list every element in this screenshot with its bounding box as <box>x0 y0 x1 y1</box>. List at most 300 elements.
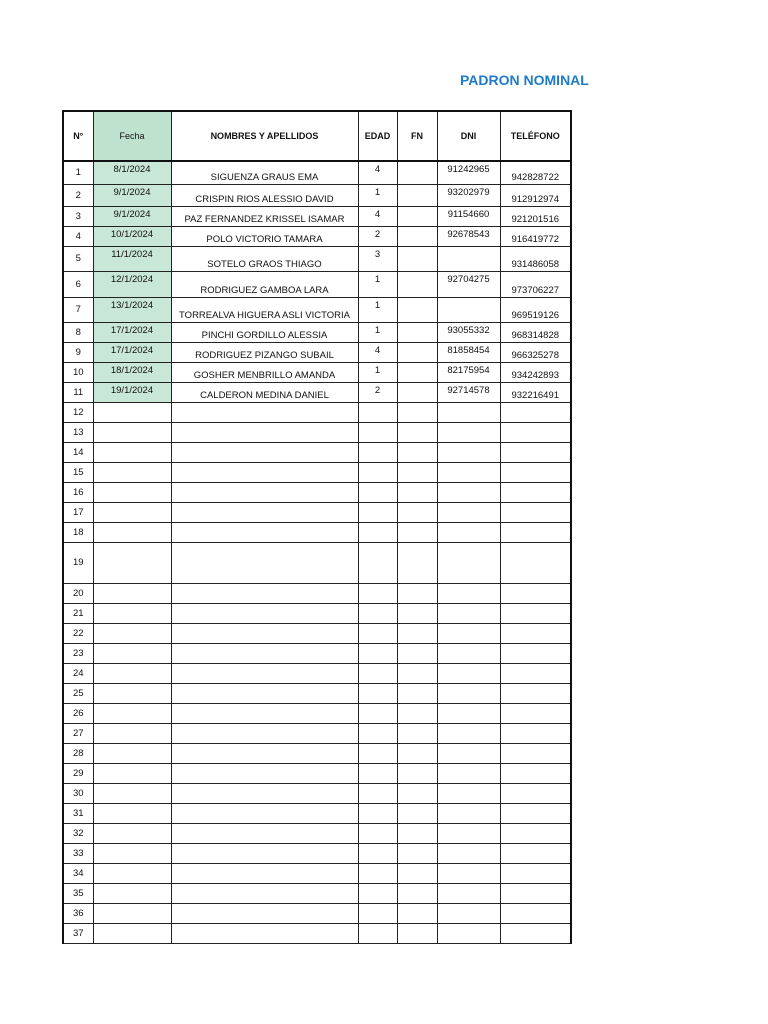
empty-cell <box>500 803 571 823</box>
empty-cell <box>358 462 397 482</box>
header-nombres: NOMBRES Y APELLIDOS <box>171 111 358 161</box>
empty-cell <box>437 402 500 422</box>
empty-cell <box>171 703 358 723</box>
cell-telefono: 942828722 <box>500 161 571 184</box>
cell-telefono: 932216491 <box>500 382 571 402</box>
empty-cell <box>358 743 397 763</box>
cell-fecha: 12/1/2024 <box>93 271 171 297</box>
cell-dni: 81858454 <box>437 342 500 362</box>
table-row <box>63 542 571 583</box>
empty-cell <box>171 903 358 923</box>
cell-n: 12 <box>63 402 93 422</box>
empty-cell <box>171 643 358 663</box>
cell-telefono: 931486058 <box>500 246 571 271</box>
empty-cell <box>93 422 171 442</box>
cell-nombre: CRISPIN RIOS ALESSIO DAVID <box>171 184 358 206</box>
cell-n: 31 <box>63 803 93 823</box>
table-row <box>63 462 571 482</box>
cell-n: 25 <box>63 683 93 703</box>
table-row <box>63 271 571 297</box>
cell-nombre: CALDERON MEDINA DANIEL <box>171 382 358 402</box>
table-row <box>63 903 571 923</box>
empty-cell <box>171 823 358 843</box>
empty-cell <box>500 623 571 643</box>
cell-edad: 1 <box>358 362 397 382</box>
header-fn: FN <box>397 111 437 161</box>
page-title: PADRON NOMINAL <box>460 72 589 88</box>
table-row <box>63 663 571 683</box>
empty-cell <box>171 402 358 422</box>
cell-telefono: 968314828 <box>500 322 571 342</box>
cell-n: 29 <box>63 763 93 783</box>
empty-cell <box>397 743 437 763</box>
cell-edad: 2 <box>358 226 397 246</box>
cell-nombre: SIGUENZA GRAUS EMA <box>171 161 358 184</box>
table-row <box>63 246 571 271</box>
table-row <box>63 843 571 863</box>
empty-cell <box>500 402 571 422</box>
empty-cell <box>397 843 437 863</box>
cell-n: 7 <box>63 297 93 322</box>
cell-nombre: POLO VICTORIO TAMARA <box>171 226 358 246</box>
table-row <box>63 297 571 322</box>
empty-cell <box>93 603 171 623</box>
cell-edad: 1 <box>358 297 397 322</box>
cell-nombre: RODRIGUEZ PIZANGO SUBAIL <box>171 342 358 362</box>
empty-cell <box>397 823 437 843</box>
empty-cell <box>397 603 437 623</box>
table-body <box>63 161 571 943</box>
cell-nombre: GOSHER MENBRILLO AMANDA <box>171 362 358 382</box>
table-row <box>63 783 571 803</box>
cell-n: 30 <box>63 783 93 803</box>
table-row <box>63 206 571 226</box>
cell-n: 28 <box>63 743 93 763</box>
empty-cell <box>171 482 358 502</box>
empty-cell <box>500 502 571 522</box>
empty-cell <box>397 803 437 823</box>
cell-n: 22 <box>63 623 93 643</box>
empty-cell <box>93 743 171 763</box>
empty-cell <box>437 903 500 923</box>
cell-n: 27 <box>63 723 93 743</box>
empty-cell <box>397 683 437 703</box>
empty-cell <box>397 442 437 462</box>
cell-n: 3 <box>63 206 93 226</box>
empty-cell <box>358 783 397 803</box>
cell-n: 11 <box>63 382 93 402</box>
empty-cell <box>358 442 397 462</box>
empty-cell <box>500 723 571 743</box>
cell-dni: 82175954 <box>437 362 500 382</box>
empty-cell <box>171 763 358 783</box>
cell-edad: 4 <box>358 342 397 362</box>
cell-dni: 92704275 <box>437 271 500 297</box>
empty-cell <box>171 803 358 823</box>
empty-cell <box>171 923 358 943</box>
header-telefono: TELÉFONO <box>500 111 571 161</box>
empty-cell <box>358 603 397 623</box>
cell-telefono: 921201516 <box>500 206 571 226</box>
cell-dni: 93202979 <box>437 184 500 206</box>
empty-cell <box>397 522 437 542</box>
table-row <box>63 422 571 442</box>
empty-cell <box>437 883 500 903</box>
empty-cell <box>171 843 358 863</box>
empty-cell <box>437 583 500 603</box>
cell-n: 33 <box>63 843 93 863</box>
table-row <box>63 482 571 502</box>
empty-cell <box>358 683 397 703</box>
empty-cell <box>93 643 171 663</box>
empty-cell <box>437 422 500 442</box>
table-row <box>63 184 571 206</box>
cell-n: 26 <box>63 703 93 723</box>
empty-cell <box>93 843 171 863</box>
cell-fn <box>397 226 437 246</box>
empty-cell <box>93 522 171 542</box>
cell-n: 24 <box>63 663 93 683</box>
cell-n: 4 <box>63 226 93 246</box>
empty-cell <box>500 903 571 923</box>
empty-cell <box>437 482 500 502</box>
empty-cell <box>93 462 171 482</box>
empty-cell <box>437 843 500 863</box>
cell-n: 21 <box>63 603 93 623</box>
table-row <box>63 342 571 362</box>
empty-cell <box>397 502 437 522</box>
empty-cell <box>437 923 500 943</box>
empty-cell <box>500 843 571 863</box>
cell-telefono: 934242893 <box>500 362 571 382</box>
cell-n: 16 <box>63 482 93 502</box>
empty-cell <box>500 763 571 783</box>
empty-cell <box>358 402 397 422</box>
empty-cell <box>500 863 571 883</box>
empty-cell <box>500 743 571 763</box>
empty-cell <box>397 542 437 583</box>
empty-cell <box>93 542 171 583</box>
table-row <box>63 522 571 542</box>
empty-cell <box>500 923 571 943</box>
cell-fecha: 18/1/2024 <box>93 362 171 382</box>
empty-cell <box>171 603 358 623</box>
empty-cell <box>397 422 437 442</box>
table-row <box>63 823 571 843</box>
empty-cell <box>397 462 437 482</box>
cell-fn <box>397 161 437 184</box>
table-row <box>63 402 571 422</box>
table-row <box>63 923 571 943</box>
cell-n: 32 <box>63 823 93 843</box>
empty-cell <box>397 623 437 643</box>
empty-cell <box>437 663 500 683</box>
table-row <box>63 603 571 623</box>
cell-n: 20 <box>63 583 93 603</box>
cell-n: 23 <box>63 643 93 663</box>
empty-cell <box>397 723 437 743</box>
empty-cell <box>397 583 437 603</box>
empty-cell <box>437 743 500 763</box>
cell-n: 34 <box>63 863 93 883</box>
empty-cell <box>358 883 397 903</box>
empty-cell <box>500 683 571 703</box>
cell-nombre: PINCHI GORDILLO ALESSIA <box>171 322 358 342</box>
empty-cell <box>437 803 500 823</box>
empty-cell <box>397 923 437 943</box>
empty-cell <box>358 763 397 783</box>
empty-cell <box>93 903 171 923</box>
cell-edad: 3 <box>358 246 397 271</box>
empty-cell <box>437 542 500 583</box>
empty-cell <box>93 442 171 462</box>
table-row <box>63 583 571 603</box>
cell-fn <box>397 206 437 226</box>
table-row <box>63 362 571 382</box>
table-row <box>63 883 571 903</box>
empty-cell <box>93 703 171 723</box>
empty-cell <box>93 803 171 823</box>
table-row <box>63 623 571 643</box>
empty-cell <box>171 663 358 683</box>
cell-dni: 92678543 <box>437 226 500 246</box>
cell-fecha: 9/1/2024 <box>93 184 171 206</box>
table-row <box>63 502 571 522</box>
empty-cell <box>437 863 500 883</box>
cell-n: 6 <box>63 271 93 297</box>
cell-fecha: 8/1/2024 <box>93 161 171 184</box>
cell-fecha: 10/1/2024 <box>93 226 171 246</box>
cell-n: 35 <box>63 883 93 903</box>
empty-cell <box>500 522 571 542</box>
cell-edad: 4 <box>358 161 397 184</box>
empty-cell <box>437 462 500 482</box>
empty-cell <box>358 663 397 683</box>
empty-cell <box>93 923 171 943</box>
empty-cell <box>171 683 358 703</box>
table-row <box>63 863 571 883</box>
cell-n: 14 <box>63 442 93 462</box>
cell-nombre: TORREALVA HIGUERA ASLI VICTORIA <box>171 297 358 322</box>
header-row <box>63 111 571 161</box>
cell-nombre: PAZ FERNANDEZ KRISSEL ISAMAR <box>171 206 358 226</box>
table-row <box>63 442 571 462</box>
empty-cell <box>171 783 358 803</box>
empty-cell <box>500 643 571 663</box>
cell-edad: 4 <box>358 206 397 226</box>
cell-nombre: SOTELO GRAOS THIAGO <box>171 246 358 271</box>
cell-n: 36 <box>63 903 93 923</box>
empty-cell <box>358 482 397 502</box>
empty-cell <box>437 723 500 743</box>
cell-fn <box>397 246 437 271</box>
empty-cell <box>358 583 397 603</box>
cell-n: 18 <box>63 522 93 542</box>
empty-cell <box>437 683 500 703</box>
cell-telefono: 966325278 <box>500 342 571 362</box>
cell-fecha: 13/1/2024 <box>93 297 171 322</box>
cell-fecha: 11/1/2024 <box>93 246 171 271</box>
empty-cell <box>397 402 437 422</box>
empty-cell <box>500 482 571 502</box>
title-container <box>450 68 589 92</box>
empty-cell <box>500 442 571 462</box>
cell-edad: 1 <box>358 322 397 342</box>
table-row <box>63 382 571 402</box>
cell-fecha: 19/1/2024 <box>93 382 171 402</box>
cell-dni: 91242965 <box>437 161 500 184</box>
cell-telefono: 912912974 <box>500 184 571 206</box>
empty-cell <box>93 623 171 643</box>
empty-cell <box>93 663 171 683</box>
empty-cell <box>171 502 358 522</box>
cell-dni: 93055332 <box>437 322 500 342</box>
empty-cell <box>500 883 571 903</box>
cell-n: 17 <box>63 502 93 522</box>
empty-cell <box>358 923 397 943</box>
table-row <box>63 683 571 703</box>
header-dni: DNI <box>437 111 500 161</box>
cell-n: 19 <box>63 542 93 583</box>
empty-cell <box>500 703 571 723</box>
cell-fn <box>397 382 437 402</box>
empty-cell <box>93 783 171 803</box>
cell-dni <box>437 246 500 271</box>
empty-cell <box>358 903 397 923</box>
empty-cell <box>171 522 358 542</box>
table-row <box>63 723 571 743</box>
cell-dni: 91154660 <box>437 206 500 226</box>
empty-cell <box>358 542 397 583</box>
empty-cell <box>358 823 397 843</box>
empty-cell <box>358 723 397 743</box>
cell-n: 13 <box>63 422 93 442</box>
empty-cell <box>171 583 358 603</box>
cell-n: 1 <box>63 161 93 184</box>
empty-cell <box>500 422 571 442</box>
empty-cell <box>437 502 500 522</box>
cell-fn <box>397 297 437 322</box>
padron-table <box>62 110 572 944</box>
cell-fn <box>397 362 437 382</box>
cell-dni: 92714578 <box>437 382 500 402</box>
empty-cell <box>358 502 397 522</box>
table-row <box>63 643 571 663</box>
empty-cell <box>93 402 171 422</box>
empty-cell <box>437 623 500 643</box>
empty-cell <box>397 482 437 502</box>
empty-cell <box>93 502 171 522</box>
empty-cell <box>93 683 171 703</box>
empty-cell <box>358 803 397 823</box>
cell-n: 5 <box>63 246 93 271</box>
empty-cell <box>93 723 171 743</box>
cell-nombre: RODRIGUEZ GAMBOA LARA <box>171 271 358 297</box>
empty-cell <box>93 863 171 883</box>
empty-cell <box>437 763 500 783</box>
cell-fecha: 17/1/2024 <box>93 322 171 342</box>
cell-fn <box>397 271 437 297</box>
cell-fn <box>397 342 437 362</box>
empty-cell <box>397 783 437 803</box>
cell-fn <box>397 184 437 206</box>
empty-cell <box>397 643 437 663</box>
empty-cell <box>171 883 358 903</box>
empty-cell <box>500 603 571 623</box>
empty-cell <box>437 603 500 623</box>
cell-edad: 1 <box>358 271 397 297</box>
empty-cell <box>397 663 437 683</box>
empty-cell <box>397 883 437 903</box>
empty-cell <box>500 663 571 683</box>
table-row <box>63 763 571 783</box>
cell-telefono: 973706227 <box>500 271 571 297</box>
empty-cell <box>437 442 500 462</box>
empty-cell <box>93 583 171 603</box>
empty-cell <box>171 422 358 442</box>
cell-fecha: 17/1/2024 <box>93 342 171 362</box>
empty-cell <box>171 623 358 643</box>
empty-cell <box>437 522 500 542</box>
empty-cell <box>437 643 500 663</box>
empty-cell <box>171 863 358 883</box>
empty-cell <box>397 703 437 723</box>
cell-n: 37 <box>63 923 93 943</box>
empty-cell <box>358 843 397 863</box>
table-row <box>63 743 571 763</box>
empty-cell <box>171 743 358 763</box>
empty-cell <box>500 462 571 482</box>
table-row <box>63 703 571 723</box>
empty-cell <box>500 823 571 843</box>
header-edad: EDAD <box>358 111 397 161</box>
cell-n: 2 <box>63 184 93 206</box>
empty-cell <box>397 903 437 923</box>
table-row <box>63 226 571 246</box>
empty-cell <box>358 422 397 442</box>
empty-cell <box>93 823 171 843</box>
cell-n: 15 <box>63 462 93 482</box>
empty-cell <box>93 763 171 783</box>
empty-cell <box>358 522 397 542</box>
empty-cell <box>500 783 571 803</box>
header-fecha: Fecha <box>93 111 171 161</box>
empty-cell <box>500 583 571 603</box>
empty-cell <box>437 783 500 803</box>
empty-cell <box>437 823 500 843</box>
cell-edad: 2 <box>358 382 397 402</box>
cell-telefono: 916419772 <box>500 226 571 246</box>
cell-n: 9 <box>63 342 93 362</box>
empty-cell <box>437 703 500 723</box>
empty-cell <box>397 763 437 783</box>
empty-cell <box>358 703 397 723</box>
cell-n: 10 <box>63 362 93 382</box>
empty-cell <box>171 723 358 743</box>
empty-cell <box>93 883 171 903</box>
empty-cell <box>500 542 571 583</box>
empty-cell <box>358 863 397 883</box>
table-row <box>63 322 571 342</box>
table-row <box>63 803 571 823</box>
cell-fn <box>397 322 437 342</box>
empty-cell <box>358 623 397 643</box>
cell-edad: 1 <box>358 184 397 206</box>
empty-cell <box>358 643 397 663</box>
header-n: N° <box>63 111 93 161</box>
empty-cell <box>171 542 358 583</box>
cell-telefono: 969519126 <box>500 297 571 322</box>
